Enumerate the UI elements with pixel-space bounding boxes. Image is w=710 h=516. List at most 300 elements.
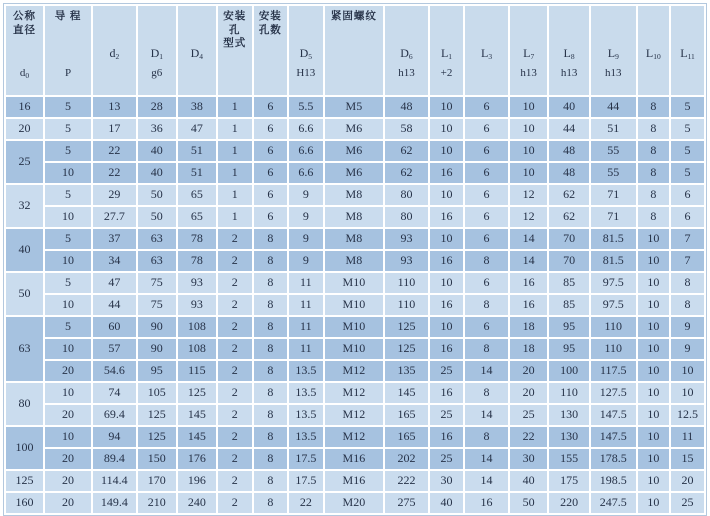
row-group-label: 80 <box>5 382 44 426</box>
table-cell: 8 <box>253 382 288 404</box>
table-cell: 78 <box>177 250 217 272</box>
symbol-subscript: 1 <box>159 52 164 61</box>
table-cell: 60 <box>92 316 137 338</box>
table-cell: 20 <box>44 470 92 492</box>
table-cell: 10 <box>44 206 92 228</box>
col-header-symbol <box>638 42 669 64</box>
spec-table <box>4 4 706 515</box>
table-cell: 2 <box>217 492 253 514</box>
table-cell: 70 <box>548 250 590 272</box>
table-cell: 10 <box>637 272 670 294</box>
col-header-symbol <box>6 42 43 64</box>
col-header-symbol <box>385 42 428 64</box>
table-cell: 5 <box>670 118 705 140</box>
col-header-symbol <box>325 42 383 64</box>
table-cell: 2 <box>217 250 253 272</box>
table-cell: M12 <box>324 360 384 382</box>
table-cell: 50 <box>509 492 548 514</box>
table-cell: 222 <box>384 470 429 492</box>
table-cell: 6 <box>670 184 705 206</box>
table-cell: 13 <box>92 96 137 118</box>
table-cell: 97.5 <box>590 272 637 294</box>
table-row <box>5 272 705 294</box>
table-cell: 10 <box>429 96 464 118</box>
table-cell: 5 <box>44 184 92 206</box>
table-cell: 25 <box>429 360 464 382</box>
table-cell: 75 <box>137 272 177 294</box>
table-cell: M10 <box>324 272 384 294</box>
col-header-tolerance <box>510 64 547 86</box>
table-row <box>5 250 705 272</box>
table-cell: 90 <box>137 316 177 338</box>
table-cell: 75 <box>137 294 177 316</box>
table-cell: 8 <box>637 162 670 184</box>
table-cell: 13.5 <box>288 360 324 382</box>
table-row <box>5 426 705 448</box>
table-cell: 9 <box>288 228 324 250</box>
table-cell: 110 <box>548 382 590 404</box>
table-cell: 145 <box>177 426 217 448</box>
table-cell: 71 <box>590 184 637 206</box>
table-cell: 10 <box>637 250 670 272</box>
table-cell: 198.5 <box>590 470 637 492</box>
table-cell: 71 <box>590 206 637 228</box>
table-cell: 8 <box>670 294 705 316</box>
table-cell: 14 <box>509 250 548 272</box>
table-cell: 40 <box>137 140 177 162</box>
table-cell: 1 <box>217 162 253 184</box>
table-cell: 8 <box>637 206 670 228</box>
table-container <box>3 3 707 516</box>
table-cell: 14 <box>464 360 509 382</box>
table-row <box>5 228 705 250</box>
table-cell: 8 <box>464 294 509 316</box>
table-cell: 8 <box>464 250 509 272</box>
table-cell: 5 <box>670 162 705 184</box>
symbol-subscript: 10 <box>653 52 661 61</box>
table-row <box>5 338 705 360</box>
row-group-label: 63 <box>5 316 44 382</box>
table-cell: 2 <box>217 382 253 404</box>
table-cell: 125 <box>177 382 217 404</box>
table-cell: 47 <box>92 272 137 294</box>
table-cell: 8 <box>253 360 288 382</box>
table-cell: M6 <box>324 118 384 140</box>
table-cell: 13.5 <box>288 426 324 448</box>
table-row <box>5 96 705 118</box>
table-cell: 62 <box>548 206 590 228</box>
col-header-tolerance <box>254 64 287 86</box>
table-cell: 149.4 <box>92 492 137 514</box>
table-cell: 2 <box>217 272 253 294</box>
table-cell: 10 <box>44 162 92 184</box>
table-body <box>5 96 705 514</box>
table-cell: M10 <box>324 338 384 360</box>
table-cell: 10 <box>429 184 464 206</box>
symbol-subscript: 0 <box>25 71 30 80</box>
table-cell: 7 <box>670 250 705 272</box>
symbol-text: d <box>109 46 116 60</box>
col-header-tolerance <box>45 64 91 86</box>
table-cell: 130 <box>548 426 590 448</box>
symbol-subscript: 4 <box>199 52 204 61</box>
symbol-text: L <box>563 46 571 60</box>
col-header-chinese-label <box>254 6 287 42</box>
table-cell: 10 <box>670 382 705 404</box>
col-header-symbol <box>465 42 508 64</box>
table-cell: 8 <box>637 118 670 140</box>
table-cell: 95 <box>137 360 177 382</box>
table-cell: M6 <box>324 140 384 162</box>
table-cell: 108 <box>177 316 217 338</box>
table-cell: 247.5 <box>590 492 637 514</box>
col-header-D6 <box>384 5 429 96</box>
symbol-text: +2 <box>440 67 453 79</box>
table-row <box>5 492 705 514</box>
table-cell: 8 <box>253 228 288 250</box>
table-cell: M8 <box>324 250 384 272</box>
col-header-chinese-label <box>671 6 704 42</box>
table-cell: 5 <box>44 272 92 294</box>
col-header-symbol <box>430 42 463 64</box>
table-cell: 12.5 <box>670 404 705 426</box>
table-cell: 22 <box>288 492 324 514</box>
col-header-tolerance <box>549 64 589 86</box>
symbol-text: H13 <box>296 67 316 79</box>
symbol-text: L <box>523 46 531 60</box>
table-cell: 8 <box>253 272 288 294</box>
chinese-label-line: 导 程 <box>54 11 82 22</box>
table-cell: 147.5 <box>590 426 637 448</box>
table-cell: 20 <box>509 382 548 404</box>
table-cell: 29 <box>92 184 137 206</box>
col-header-symbol <box>549 42 589 64</box>
table-cell: 63 <box>137 228 177 250</box>
table-cell: 10 <box>44 294 92 316</box>
table-cell: 34 <box>92 250 137 272</box>
row-group-label: 160 <box>5 492 44 514</box>
table-cell: 16 <box>429 294 464 316</box>
table-cell: 74 <box>92 382 137 404</box>
table-cell: 147.5 <box>590 404 637 426</box>
table-cell: 115 <box>177 360 217 382</box>
table-cell: 5 <box>44 228 92 250</box>
table-cell: 130 <box>548 404 590 426</box>
table-cell: 155 <box>548 448 590 470</box>
table-cell: 2 <box>217 294 253 316</box>
col-header-symbol <box>671 42 704 64</box>
table-cell: 13.5 <box>288 382 324 404</box>
table-cell: 10 <box>637 470 670 492</box>
table-cell: 5 <box>44 96 92 118</box>
table-cell: 18 <box>509 338 548 360</box>
table-row <box>5 470 705 492</box>
table-cell: 178.5 <box>590 448 637 470</box>
row-group-label: 32 <box>5 184 44 228</box>
table-cell: 1 <box>217 96 253 118</box>
table-cell: 44 <box>548 118 590 140</box>
table-cell: 8 <box>253 316 288 338</box>
table-cell: 10 <box>637 426 670 448</box>
table-cell: 85 <box>548 272 590 294</box>
col-header-D5 <box>288 5 324 96</box>
table-cell: 25 <box>670 492 705 514</box>
col-header-L10 <box>637 5 670 96</box>
col-header-chinese-label <box>549 6 589 42</box>
table-cell: 125 <box>384 338 429 360</box>
table-cell: 6 <box>253 96 288 118</box>
table-cell: M12 <box>324 426 384 448</box>
col-header-chinese-label <box>430 6 463 42</box>
col-header-tolerance <box>93 64 136 86</box>
col-header-D4 <box>177 5 217 96</box>
table-cell: 81.5 <box>590 250 637 272</box>
table-cell: 6 <box>253 184 288 206</box>
col-header-chinese-label <box>45 6 91 42</box>
col-header-tolerance <box>591 64 636 86</box>
table-cell: 5 <box>670 140 705 162</box>
table-cell: 44 <box>92 294 137 316</box>
table-cell: 6 <box>464 316 509 338</box>
symbol-subscript: 11 <box>687 52 695 61</box>
chinese-label-line: 型式 <box>223 38 247 50</box>
table-cell: 11 <box>288 316 324 338</box>
col-header-symbol <box>591 42 636 64</box>
col-header-symbol <box>93 42 136 64</box>
table-cell: 8 <box>464 382 509 404</box>
col-header-chinese-label <box>385 6 428 42</box>
row-group-label: 100 <box>5 426 44 470</box>
chinese-label-line: 紧固螺纹 <box>330 11 377 22</box>
table-cell: 6 <box>464 96 509 118</box>
table-cell: 78 <box>177 228 217 250</box>
table-cell: 6 <box>464 206 509 228</box>
table-cell: 100 <box>548 360 590 382</box>
table-cell: 5.5 <box>288 96 324 118</box>
table-cell: 80 <box>384 206 429 228</box>
table-cell: 2 <box>217 338 253 360</box>
table-cell: 8 <box>253 338 288 360</box>
table-cell: 12 <box>509 206 548 228</box>
table-row <box>5 360 705 382</box>
table-cell: 8 <box>253 426 288 448</box>
table-cell: 10 <box>429 118 464 140</box>
table-cell: 36 <box>137 118 177 140</box>
symbol-text: h13 <box>560 67 578 79</box>
col-header-d2 <box>92 5 137 96</box>
symbol-text: h13 <box>520 67 537 79</box>
table-cell: 5 <box>44 316 92 338</box>
row-group-label: 20 <box>5 118 44 140</box>
table-cell: 11 <box>670 426 705 448</box>
col-header-d0 <box>5 5 44 96</box>
table-cell: 2 <box>217 448 253 470</box>
table-cell: 48 <box>548 162 590 184</box>
table-cell: 16 <box>429 162 464 184</box>
table-header <box>5 5 705 96</box>
table-cell: 5 <box>670 96 705 118</box>
col-header-chinese-label <box>218 6 252 51</box>
col-header-L11 <box>670 5 705 96</box>
table-cell: 81.5 <box>590 228 637 250</box>
table-cell: M10 <box>324 294 384 316</box>
table-cell: 6.6 <box>288 118 324 140</box>
table-cell: 108 <box>177 338 217 360</box>
table-cell: 6 <box>253 140 288 162</box>
table-cell: 20 <box>509 360 548 382</box>
col-header-P <box>44 5 92 96</box>
table-cell: 6 <box>464 140 509 162</box>
table-cell: 25 <box>509 404 548 426</box>
table-cell: 14 <box>509 228 548 250</box>
col-header-tolerance <box>218 73 252 95</box>
symbol-subscript: 8 <box>570 52 575 61</box>
table-cell: 10 <box>637 382 670 404</box>
col-header-tolerance <box>138 64 176 86</box>
table-cell: 7 <box>670 228 705 250</box>
table-cell: 196 <box>177 470 217 492</box>
symbol-subscript: 3 <box>488 52 493 61</box>
table-cell: M6 <box>324 162 384 184</box>
table-cell: 38 <box>177 96 217 118</box>
table-cell: 48 <box>384 96 429 118</box>
table-cell: 220 <box>548 492 590 514</box>
table-cell: 22 <box>92 140 137 162</box>
table-cell: M5 <box>324 96 384 118</box>
table-cell: 15 <box>670 448 705 470</box>
table-cell: M12 <box>324 404 384 426</box>
col-header-chinese-label <box>93 6 136 42</box>
table-cell: 11 <box>288 294 324 316</box>
col-header-D1 <box>137 5 177 96</box>
table-cell: 9 <box>288 206 324 228</box>
col-header-tolerance <box>671 64 704 86</box>
table-cell: 10 <box>44 338 92 360</box>
table-cell: 127.5 <box>590 382 637 404</box>
symbol-text: D <box>150 46 160 60</box>
table-cell: 51 <box>590 118 637 140</box>
table-cell: 20 <box>44 360 92 382</box>
table-cell: 10 <box>44 382 92 404</box>
table-cell: 16 <box>429 338 464 360</box>
table-cell: M12 <box>324 382 384 404</box>
table-cell: 20 <box>44 448 92 470</box>
table-cell: 44 <box>590 96 637 118</box>
col-header-L9 <box>590 5 637 96</box>
row-group-label: 16 <box>5 96 44 118</box>
col-header-symbol <box>254 42 287 64</box>
col-header-chinese-label <box>325 6 383 42</box>
table-cell: 125 <box>137 404 177 426</box>
table-cell: 10 <box>44 250 92 272</box>
table-cell: 6 <box>464 228 509 250</box>
table-cell: 10 <box>429 228 464 250</box>
table-cell: 10 <box>509 140 548 162</box>
table-cell: 11 <box>288 272 324 294</box>
col-header-L1 <box>429 5 464 96</box>
symbol-text: D <box>400 46 409 60</box>
table-cell: 55 <box>590 162 637 184</box>
col-header-tolerance <box>430 64 463 86</box>
table-cell: 54.6 <box>92 360 137 382</box>
table-row <box>5 184 705 206</box>
table-cell: 9 <box>670 338 705 360</box>
chinese-label-line: 安装孔 <box>223 11 247 36</box>
table-cell: 10 <box>637 316 670 338</box>
col-header-tolerance <box>289 64 323 86</box>
symbol-subscript: 5 <box>308 52 313 61</box>
table-cell: 125 <box>137 426 177 448</box>
table-cell: 89.4 <box>92 448 137 470</box>
table-cell: 25 <box>429 448 464 470</box>
table-cell: 6 <box>464 162 509 184</box>
table-cell: 110 <box>384 272 429 294</box>
table-cell: 57 <box>92 338 137 360</box>
table-cell: 16 <box>464 492 509 514</box>
table-cell: 210 <box>137 492 177 514</box>
table-cell: 117.5 <box>590 360 637 382</box>
table-cell: 240 <box>177 492 217 514</box>
symbol-text: L <box>440 46 449 60</box>
table-cell: 94 <box>92 426 137 448</box>
table-cell: M16 <box>324 448 384 470</box>
col-header-symbol <box>218 51 252 73</box>
table-cell: 27.7 <box>92 206 137 228</box>
table-cell: 10 <box>637 294 670 316</box>
table-cell: 110 <box>590 338 637 360</box>
table-cell: 10 <box>637 492 670 514</box>
table-cell: 12 <box>509 184 548 206</box>
table-cell: 8 <box>464 338 509 360</box>
symbol-text: L <box>680 46 688 60</box>
symbol-text: h13 <box>398 67 415 79</box>
table-row <box>5 316 705 338</box>
table-cell: 8 <box>253 470 288 492</box>
col-header-tolerance <box>465 64 508 86</box>
table-cell: 8 <box>253 404 288 426</box>
chinese-label-line: 直径 <box>13 24 36 36</box>
table-cell: 16 <box>429 426 464 448</box>
table-row <box>5 162 705 184</box>
table-cell: 145 <box>177 404 217 426</box>
table-cell: 6 <box>253 206 288 228</box>
table-cell: 95 <box>548 338 590 360</box>
table-cell: 10 <box>429 316 464 338</box>
col-header-chinese-label <box>6 6 43 42</box>
table-cell: 10 <box>509 118 548 140</box>
table-cell: 65 <box>177 184 217 206</box>
col-header-L8 <box>548 5 590 96</box>
table-cell: 80 <box>384 184 429 206</box>
table-cell: 93 <box>177 294 217 316</box>
table-cell: 14 <box>464 448 509 470</box>
table-cell: 8 <box>253 448 288 470</box>
table-cell: 10 <box>509 96 548 118</box>
table-cell: 22 <box>92 162 137 184</box>
table-cell: 95 <box>548 316 590 338</box>
symbol-subscript: 6 <box>408 52 413 61</box>
chinese-label-line: 安装 <box>258 11 282 22</box>
table-cell: 105 <box>137 382 177 404</box>
symbol-subscript: 2 <box>115 52 120 61</box>
table-cell: 40 <box>137 162 177 184</box>
table-cell: 10 <box>670 360 705 382</box>
table-cell: 10 <box>637 228 670 250</box>
symbol-text: h13 <box>605 67 622 79</box>
table-cell: 6.6 <box>288 162 324 184</box>
col-header-L7 <box>509 5 548 96</box>
table-cell: 6 <box>464 184 509 206</box>
